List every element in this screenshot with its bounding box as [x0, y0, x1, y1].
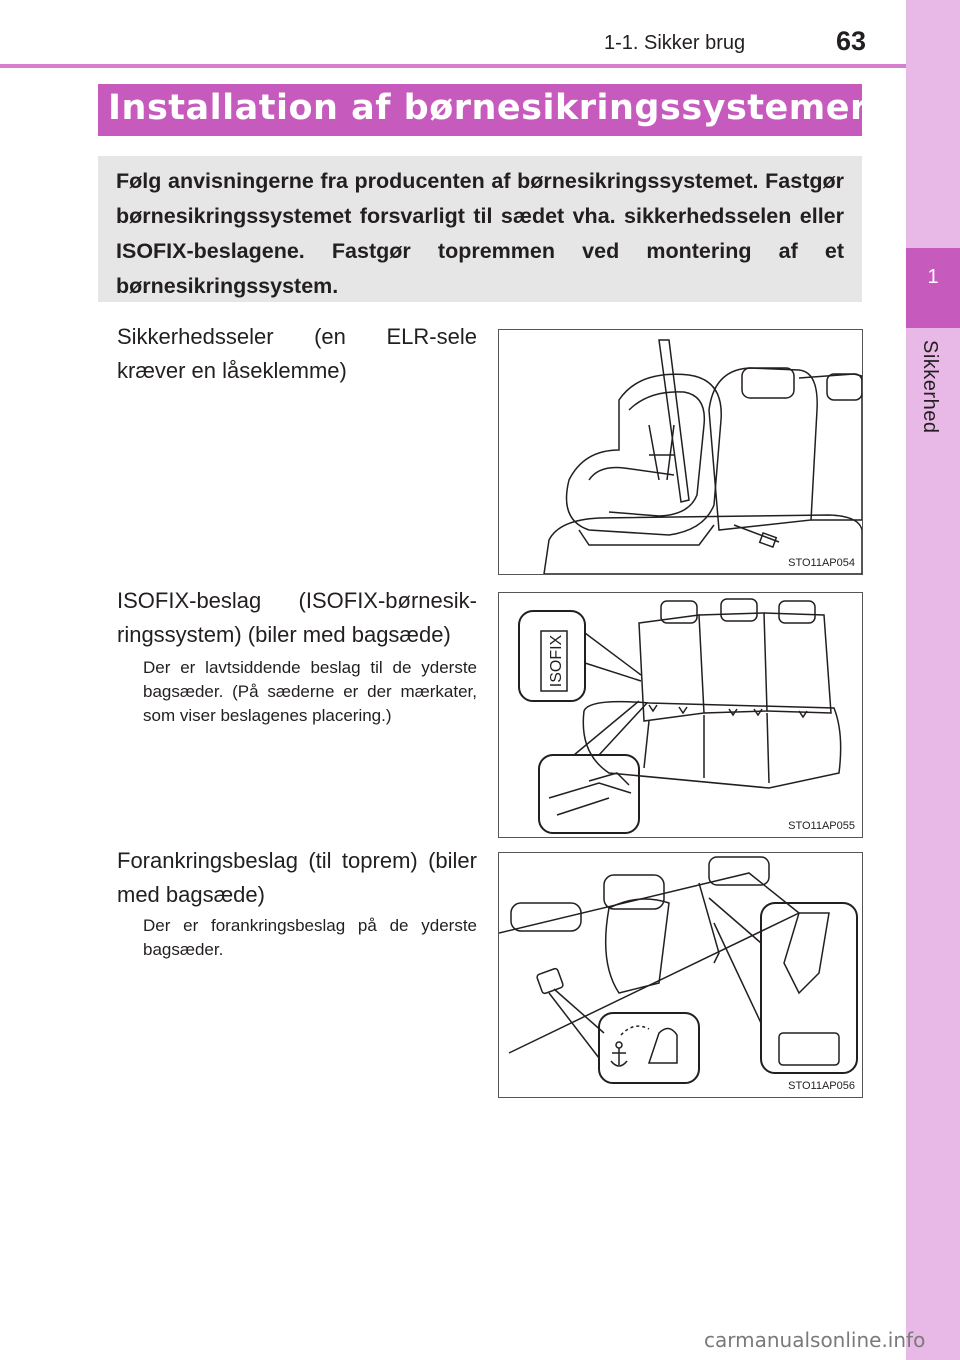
header-rule [0, 64, 906, 68]
figure-tether-anchor [498, 852, 863, 1098]
tether-anchor-illustration [499, 853, 862, 1097]
section-title: Installation af børnesikringssystemer [108, 88, 868, 128]
intro-text: Følg anvisningerne fra producenten af børnesikringssystemet. Fastgør børnesikringssystemet forsvarligt til sædet vha. sikkerhedsselen eller ISOFIX-beslagene. Fastgør topremmen ved montering af et børnesikringssystem. [116, 169, 844, 298]
chapter-side-tab [906, 0, 960, 1360]
chapter-number: 1 [927, 266, 939, 288]
item-seatbelt-title: Sikkerhedsseler (en ELR-sele kræver en låseklemme) [117, 324, 477, 383]
figure-isofix [498, 592, 863, 838]
figure-code: STO11AP056 [788, 1080, 855, 1092]
item-anchor-description: Der er forankringsbeslag på de yderste bagsæder. [143, 916, 477, 959]
page-number: 63 [836, 26, 867, 56]
isofix-label-tag [541, 631, 567, 691]
item-isofix-title: ISOFIX-beslag (ISOFIX-børnesikringssystem) (biler med bagsæde) [117, 588, 477, 647]
item-isofix-description: Der er lavtsiddende beslag til de yderste bagsæder. (På sæderne er der mærkater, som viser beslagenes placering.) [143, 658, 477, 725]
figure-code: STO11AP054 [788, 557, 855, 569]
figure-code: STO11AP055 [788, 820, 855, 832]
item-anchor-title: Forankringsbeslag (til toprem) (biler med bagsæde) [117, 848, 477, 907]
chapter-label: Sikkerhed [919, 340, 941, 434]
figure-seatbelt-child-seat [498, 329, 863, 575]
child-seat-seatbelt-illustration [499, 330, 862, 574]
isofix-callout-label: ISOFIX [548, 634, 565, 688]
header-section-title: 1-1. Sikker brug [604, 32, 746, 54]
watermark-text: carmanualsonline.info [704, 1328, 926, 1352]
isofix-anchor-illustration [499, 593, 862, 837]
